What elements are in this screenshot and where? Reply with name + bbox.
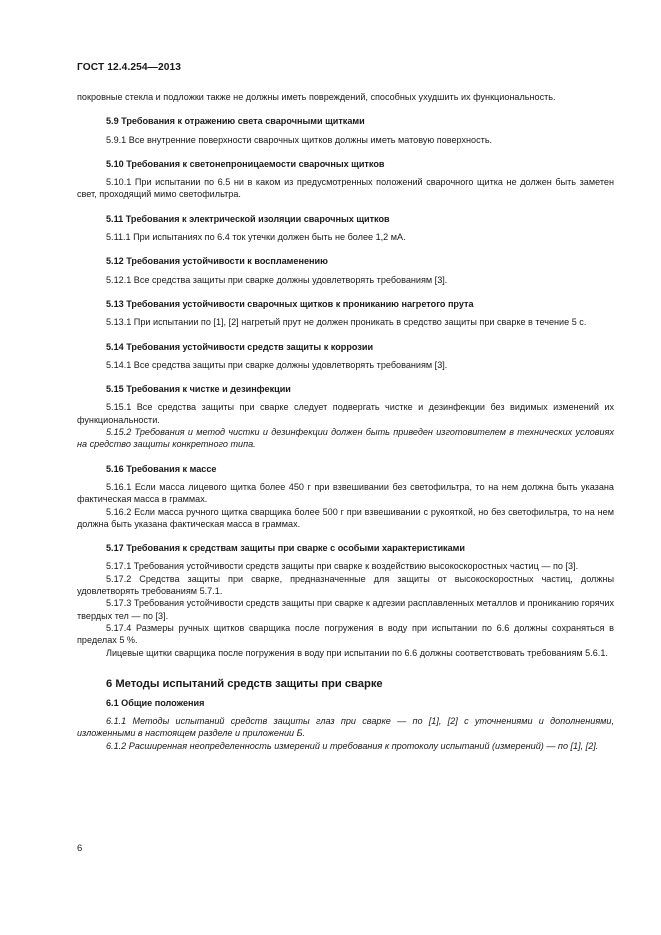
paragraph-5-13-1: 5.13.1 При испытании по [1], [2] нагретый прут не должен проникать в средство защиты при сварке в течение 5 с.: [106, 317, 587, 328]
document-header: ГОСТ 12.4.254—2013: [77, 62, 182, 73]
paragraph-5-14-1: 5.14.1 Все средства защиты при сварке должны удовлетворять требованиям [3].: [106, 359, 448, 370]
heading-5-12: 5.12 Требования устойчивости к воспламенению: [106, 256, 328, 267]
paragraph-6-1-2: 6.1.2 Расширенная неопределенность измерений и требования к протоколу испытаний (измерений) — по [1], [2].: [106, 740, 599, 751]
heading-5-17: 5.17 Требования к средствам защиты при сварке с особыми характеристиками: [106, 543, 465, 554]
heading-5-13: 5.13 Требования устойчивости сварочных щитков к прониканию нагретого прута: [106, 298, 474, 309]
document-page: [77, 0, 614, 935]
paragraph-5-9-1: 5.9.1 Все внутренние поверхности сварочных щитков должны иметь матовую поверхность.: [106, 134, 493, 145]
document-body: [77, 91, 614, 752]
paragraph-5-17-4: 5.17.4 Размеры ручных щитков сварщика после погружения в воду при испытании по 6.6 должны сохраняться в пределах 5 %.: [77, 622, 614, 646]
page-number: 6: [77, 843, 83, 854]
paragraph-5-11-1: 5.11.1 При испытаниях по 6.4 ток утечки должен быть не более 1,2 мА.: [106, 232, 406, 243]
heading-6-1: 6.1 Общие положения: [106, 697, 205, 708]
paragraph-5-16-2: 5.16.2 Если масса ручного щитка сварщика более 500 г при взвешивании с рукояткой, но без светофильтра, то на нем должна быть указана фактическая масса в граммах.: [77, 506, 614, 529]
paragraph-5-17-4-continued: Лицевые щитки сварщика после погружения в воду при испытании по 6.6 должны соответствовать требованиям 5.6.1.: [106, 647, 608, 658]
heading-5-15: 5.15 Требования к чистке и дезинфекции: [106, 384, 291, 395]
heading-5-11: 5.11 Требования к электрической изоляции сварочных щитков: [106, 213, 390, 224]
paragraph-5-12-1: 5.12.1 Все средства защиты при сварке должны удовлетворять требованиям [3].: [106, 274, 448, 285]
heading-5-9: 5.9 Требования к отражению света сварочными щитками: [106, 116, 365, 127]
heading-5-10: 5.10 Требования к светонепроницаемости сварочных щитков: [106, 158, 385, 169]
paragraph-5-16-1: 5.16.1 Если масса лицевого щитка более 450 г при взвешивании без светофильтра, то на нем должна быть указана фактическая масса в граммах.: [77, 481, 614, 505]
section-6-heading: 6 Методы испытаний средств защиты при сварке: [106, 677, 383, 690]
paragraph-5-15-2: 5.15.2 Требования и метод чистки и дезинфекции должен быть приведен изготовителем в технических условиях на средство защиты конкретного типа.: [77, 427, 614, 450]
heading-5-16: 5.16 Требования к массе: [106, 463, 217, 474]
paragraph-5-17-2: 5.17.2 Средства защиты при сварке, предназначенные для защиты от высокоскоростных частиц, должны удовлетворять требованиям 5.7.1.: [77, 573, 614, 597]
paragraph-5-15-1: 5.15.1 Все средства защиты при сварке следует подвергать чистке и дезинфекции без видимых изменений их функциональности.: [77, 402, 614, 425]
paragraph-6-1-1: 6.1.1 Методы испытаний средств защиты глаз при сварке — по [1], [2] с уточнениями и дополнениями, изложенными в настоящем разделе и приложении Б.: [77, 716, 614, 739]
paragraph-5-17-1: 5.17.1 Требования устойчивости средств защиты при сварке к воздействию высокоскоростных частиц — по [3].: [106, 561, 579, 572]
paragraph-5-10-1: 5.10.1 При испытании по 6.5 ни в каком из предусмотренных положений сварочного щитка не должен быть заметен свет, проходящий мимо светофильтра.: [77, 177, 614, 200]
paragraph-intro: покровные стекла и подложки также не должны иметь повреждений, способных ухудшить их функциональность.: [77, 92, 556, 102]
paragraph-5-17-3: 5.17.3 Требования устойчивости средств защиты при сварке к адгезии расплавленных металлов и прониканию горячих твердых тел — по [3].: [77, 598, 614, 621]
heading-5-14: 5.14 Требования устойчивости средств защиты к коррозии: [106, 341, 374, 352]
